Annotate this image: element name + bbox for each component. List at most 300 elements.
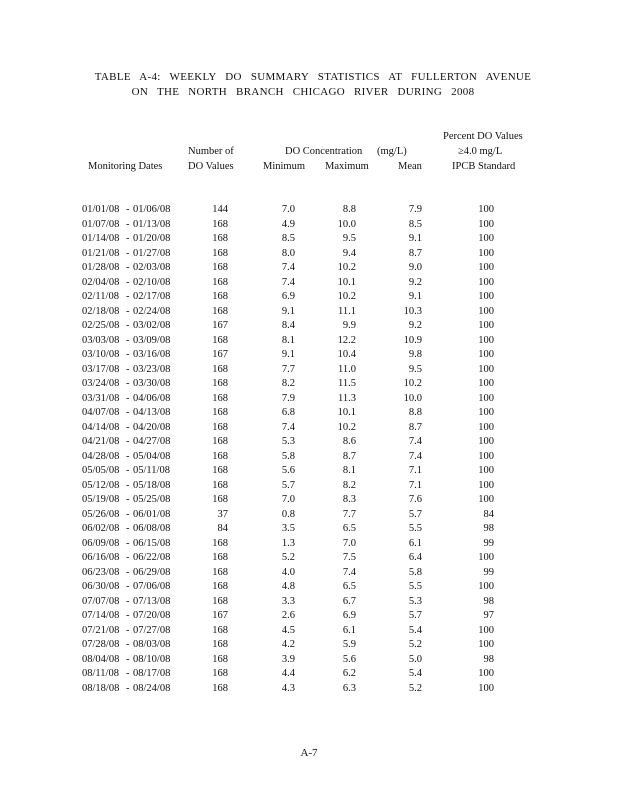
table-row [0,291,618,306]
percent-standard-cell: 100 [478,204,494,215]
percent-standard-cell: 97 [483,610,494,621]
do-values-count-cell: 144 [212,204,228,215]
percent-standard-cell: 100 [478,247,494,259]
end-date-cell: 05/25/08 [133,494,171,505]
maximum-cell: 7.5 [342,552,356,563]
minimum-cell: 1.3 [281,537,295,549]
do-values-count-cell: 168 [212,566,228,578]
mean-cell: 5.4 [408,624,422,636]
mean-cell: 10.0 [403,392,422,404]
table-row [0,407,618,422]
do-values-count-cell: 168 [212,218,228,230]
minimum-cell: 5.8 [281,450,295,462]
minimum-cell: 4.3 [281,682,295,694]
minimum-cell: 7.4 [281,276,295,288]
end-date-cell: 02/24/08 [133,305,171,317]
start-date-cell: 06/02/08 [82,523,120,534]
date-separator: - [126,653,130,665]
mean-cell: 7.1 [408,479,422,491]
maximum-cell: 5.6 [342,653,356,665]
percent-standard-cell: 100 [478,276,494,288]
maximum-cell: 8.1 [342,465,356,476]
end-date-cell: 04/13/08 [133,407,171,418]
date-separator: - [126,552,130,563]
mean-cell: 7.1 [408,465,422,476]
do-values-count-cell: 168 [212,334,228,346]
do-values-count-cell: 168 [212,624,228,636]
maximum-cell: 10.2 [337,421,356,433]
minimum-cell: 4.5 [281,624,295,636]
percent-standard-cell: 100 [478,552,494,563]
table-row [0,436,618,451]
table-row [0,480,618,495]
minimum-cell: 7.4 [281,421,295,433]
end-date-cell: 02/17/08 [133,291,171,302]
table-row [0,509,618,524]
end-date-cell: 01/27/08 [133,247,171,259]
percent-standard-cell: 100 [478,392,494,404]
date-separator: - [126,682,130,694]
start-date-cell: 07/21/08 [82,624,120,636]
mean-cell: 9.2 [408,320,422,331]
mean-cell: 9.0 [408,262,422,273]
minimum-cell: 8.5 [281,233,295,244]
end-date-cell: 08/10/08 [133,653,171,665]
minimum-cell: 5.3 [281,436,295,447]
minimum-cell: 9.1 [281,349,295,360]
date-separator: - [126,436,130,447]
header-minimum: Minimum [263,161,306,172]
date-separator: - [126,494,130,505]
start-date-cell: 08/04/08 [82,653,120,665]
do-values-count-cell: 168 [212,407,228,418]
do-values-count-cell: 167 [212,320,228,331]
maximum-cell: 8.2 [342,479,356,491]
header-threshold: ≥4.0 mg/L [458,146,503,157]
header-mean: Mean [398,161,422,172]
start-date-cell: 03/17/08 [82,363,120,375]
minimum-cell: 7.0 [281,204,295,215]
date-separator: - [126,305,130,317]
maximum-cell: 6.9 [342,610,356,621]
minimum-cell: 3.9 [281,653,295,665]
table-title-line-2: ON THE NORTH BRANCH CHICAGO RIVER DURING 2008 [131,86,475,98]
do-values-count-cell: 168 [212,421,228,433]
date-separator: - [126,581,130,592]
do-values-count-cell: 168 [212,552,228,563]
maximum-cell: 6.7 [342,595,356,607]
start-date-cell: 01/07/08 [82,218,120,230]
mean-cell: 8.5 [408,218,422,230]
maximum-cell: 7.7 [342,508,356,520]
header-monitoring-dates: Monitoring Dates [88,161,163,172]
end-date-cell: 01/13/08 [133,218,171,230]
date-separator: - [126,479,130,491]
percent-standard-cell: 100 [478,494,494,505]
percent-standard-cell: 100 [478,436,494,447]
table-row [0,204,618,219]
minimum-cell: 0.8 [281,508,295,520]
table-row [0,552,618,567]
mean-cell: 5.0 [408,653,422,665]
date-separator: - [126,465,130,476]
date-separator: - [126,247,130,259]
percent-standard-cell: 100 [478,668,494,679]
start-date-cell: 01/14/08 [82,233,120,244]
percent-standard-cell: 100 [478,407,494,418]
end-date-cell: 02/10/08 [133,276,171,288]
do-values-count-cell: 168 [212,494,228,505]
start-date-cell: 01/28/08 [82,262,120,273]
percent-standard-cell: 98 [483,523,494,534]
do-values-count-cell: 168 [212,581,228,592]
do-values-count-cell: 167 [212,610,228,621]
table-row [0,523,618,538]
mean-cell: 5.2 [408,682,422,694]
maximum-cell: 8.3 [342,494,356,505]
minimum-cell: 5.6 [281,465,295,476]
maximum-cell: 10.2 [337,291,356,302]
header-units: (mg/L) [377,146,407,157]
start-date-cell: 06/30/08 [82,581,120,592]
end-date-cell: 06/15/08 [133,537,171,549]
start-date-cell: 06/09/08 [82,537,120,549]
date-separator: - [126,378,130,389]
maximum-cell: 12.2 [337,334,356,346]
mean-cell: 9.1 [408,233,422,244]
do-values-count-cell: 167 [212,349,228,360]
minimum-cell: 7.9 [281,392,295,404]
mean-cell: 7.4 [408,436,422,447]
end-date-cell: 05/04/08 [133,450,171,462]
header-ipcb-standard: IPCB Standard [452,161,516,172]
do-values-count-cell: 168 [212,291,228,302]
start-date-cell: 03/24/08 [82,378,120,389]
mean-cell: 9.1 [408,291,422,302]
start-date-cell: 02/25/08 [82,320,120,331]
date-separator: - [126,537,130,549]
date-separator: - [126,233,130,244]
mean-cell: 7.9 [408,204,422,215]
maximum-cell: 7.0 [342,537,356,549]
table-row [0,422,618,437]
maximum-cell: 6.2 [342,668,356,679]
date-separator: - [126,523,130,534]
header-maximum: Maximum [325,161,369,172]
date-separator: - [126,668,130,679]
date-separator: - [126,407,130,418]
start-date-cell: 04/07/08 [82,407,120,418]
mean-cell: 7.4 [408,450,422,462]
end-date-cell: 02/03/08 [133,262,171,273]
minimum-cell: 3.5 [281,523,295,534]
maximum-cell: 9.9 [342,320,356,331]
end-date-cell: 03/23/08 [133,363,171,375]
percent-standard-cell: 100 [478,291,494,302]
maximum-cell: 10.0 [337,218,356,230]
do-values-count-cell: 168 [212,479,228,491]
start-date-cell: 05/19/08 [82,494,120,505]
do-values-count-cell: 168 [212,378,228,389]
percent-standard-cell: 100 [478,218,494,230]
start-date-cell: 07/14/08 [82,610,120,621]
mean-cell: 10.2 [403,378,422,389]
do-values-count-cell: 84 [217,523,228,534]
maximum-cell: 11.1 [338,305,356,317]
start-date-cell: 06/23/08 [82,566,120,578]
percent-standard-cell: 99 [483,566,494,578]
minimum-cell: 8.0 [281,247,295,259]
end-date-cell: 06/29/08 [133,566,171,578]
maximum-cell: 10.4 [337,349,356,360]
table-row [0,248,618,263]
date-separator: - [126,334,130,346]
table-row [0,378,618,393]
mean-cell: 5.5 [408,581,422,592]
header-number-of: Number of [188,146,234,157]
minimum-cell: 8.4 [281,320,295,331]
percent-standard-cell: 100 [478,363,494,375]
maximum-cell: 6.1 [342,624,356,636]
minimum-cell: 4.2 [281,639,295,650]
start-date-cell: 05/05/08 [82,465,120,476]
table-title-line-1: TABLE A-4: WEEKLY DO SUMMARY STATISTICS AT FULLERTON AVENUE [94,71,532,83]
minimum-cell: 6.9 [281,291,295,302]
start-date-cell: 02/04/08 [82,276,120,288]
start-date-cell: 05/26/08 [82,508,120,520]
end-date-cell: 08/17/08 [133,668,171,679]
start-date-cell: 05/12/08 [82,479,120,491]
maximum-cell: 7.4 [342,566,356,578]
end-date-cell: 07/06/08 [133,581,171,592]
end-date-cell: 03/30/08 [133,378,171,389]
percent-standard-cell: 100 [478,465,494,476]
mean-cell: 10.3 [403,305,422,317]
end-date-cell: 08/24/08 [133,682,171,694]
minimum-cell: 4.0 [281,566,295,578]
start-date-cell: 04/14/08 [82,421,120,433]
end-date-cell: 01/06/08 [133,204,171,215]
start-date-cell: 07/28/08 [82,639,120,650]
date-separator: - [126,218,130,230]
table-row [0,320,618,335]
do-values-count-cell: 168 [212,465,228,476]
maximum-cell: 11.3 [338,392,356,404]
start-date-cell: 03/03/08 [82,334,120,346]
date-separator: - [126,320,130,331]
minimum-cell: 4.9 [281,218,295,230]
mean-cell: 5.3 [408,595,422,607]
date-separator: - [126,639,130,650]
start-date-cell: 04/21/08 [82,436,120,447]
maximum-cell: 6.3 [342,682,356,694]
maximum-cell: 10.2 [337,262,356,273]
maximum-cell: 10.1 [337,276,356,288]
maximum-cell: 6.5 [342,581,356,592]
table-row [0,610,618,625]
start-date-cell: 01/01/08 [82,204,120,215]
do-values-count-cell: 168 [212,247,228,259]
do-values-count-cell: 168 [212,392,228,404]
mean-cell: 5.2 [408,639,422,650]
header-do-values: DO Values [188,161,234,172]
start-date-cell: 04/28/08 [82,450,120,462]
maximum-cell: 8.8 [342,204,356,215]
table-row [0,219,618,234]
mean-cell: 8.7 [408,421,422,433]
date-separator: - [126,566,130,578]
minimum-cell: 7.7 [281,363,295,375]
maximum-cell: 9.5 [342,233,356,244]
end-date-cell: 03/02/08 [133,320,171,331]
maximum-cell: 11.0 [338,363,356,375]
percent-standard-cell: 100 [478,421,494,433]
table-row [0,494,618,509]
page-number: A-7 [300,747,318,759]
end-date-cell: 06/22/08 [133,552,171,563]
date-separator: - [126,508,130,520]
mean-cell: 9.5 [408,363,422,375]
end-date-cell: 03/16/08 [133,349,171,360]
mean-cell: 9.8 [408,349,422,360]
do-values-count-cell: 168 [212,436,228,447]
date-separator: - [126,276,130,288]
maximum-cell: 5.9 [342,639,356,650]
percent-standard-cell: 84 [483,508,494,520]
do-values-count-cell: 168 [212,363,228,375]
do-values-count-cell: 168 [212,305,228,317]
do-values-count-cell: 168 [212,668,228,679]
table-row [0,683,618,698]
date-separator: - [126,363,130,375]
end-date-cell: 04/20/08 [133,421,171,433]
percent-standard-cell: 99 [483,537,494,549]
table-row [0,668,618,683]
table-row [0,639,618,654]
percent-standard-cell: 100 [478,479,494,491]
minimum-cell: 7.4 [281,262,295,273]
percent-standard-cell: 98 [483,653,494,665]
start-date-cell: 03/31/08 [82,392,120,404]
date-separator: - [126,421,130,433]
mean-cell: 10.9 [403,334,422,346]
header-percent-do-values: Percent DO Values [443,131,523,142]
percent-standard-cell: 100 [478,378,494,389]
percent-standard-cell: 100 [478,233,494,244]
minimum-cell: 4.4 [281,668,295,679]
table-row [0,306,618,321]
percent-standard-cell: 100 [478,320,494,331]
date-separator: - [126,610,130,621]
mean-cell: 5.5 [408,523,422,534]
end-date-cell: 04/06/08 [133,392,171,404]
minimum-cell: 8.1 [281,334,295,346]
mean-cell: 5.8 [408,566,422,578]
date-separator: - [126,349,130,360]
minimum-cell: 6.8 [281,407,295,418]
mean-cell: 7.6 [408,494,422,505]
do-values-count-cell: 168 [212,233,228,244]
table-row [0,465,618,480]
end-date-cell: 04/27/08 [133,436,171,447]
start-date-cell: 08/18/08 [82,682,120,694]
maximum-cell: 6.5 [342,523,356,534]
date-separator: - [126,392,130,404]
percent-standard-cell: 100 [478,682,494,694]
start-date-cell: 01/21/08 [82,247,120,259]
minimum-cell: 2.6 [281,610,295,621]
do-values-count-cell: 168 [212,653,228,665]
minimum-cell: 5.2 [281,552,295,563]
do-values-count-cell: 168 [212,276,228,288]
minimum-cell: 4.8 [281,581,295,592]
table-row [0,451,618,466]
do-values-count-cell: 168 [212,262,228,273]
end-date-cell: 01/20/08 [133,233,171,244]
do-values-count-cell: 168 [212,682,228,694]
table-row [0,596,618,611]
mean-cell: 8.8 [408,407,422,418]
mean-cell: 5.4 [408,668,422,679]
mean-cell: 6.1 [408,537,422,549]
percent-standard-cell: 98 [483,595,494,607]
percent-standard-cell: 100 [478,334,494,346]
start-date-cell: 06/16/08 [82,552,120,563]
table-row [0,581,618,596]
percent-standard-cell: 100 [478,639,494,650]
start-date-cell: 07/07/08 [82,595,120,607]
percent-standard-cell: 100 [478,305,494,317]
end-date-cell: 06/01/08 [133,508,171,520]
end-date-cell: 05/18/08 [133,479,171,491]
mean-cell: 5.7 [408,610,422,621]
header-do-concentration: DO Concentration [285,146,363,157]
mean-cell: 6.4 [408,552,422,563]
minimum-cell: 5.7 [281,479,295,491]
minimum-cell: 9.1 [281,305,295,317]
date-separator: - [126,624,130,636]
maximum-cell: 9.4 [342,247,356,259]
table-row [0,233,618,248]
maximum-cell: 8.6 [342,436,356,447]
end-date-cell: 08/03/08 [133,639,171,650]
percent-standard-cell: 100 [478,450,494,462]
maximum-cell: 11.5 [338,378,356,389]
table-row [0,364,618,379]
table-row [0,393,618,408]
percent-standard-cell: 100 [478,349,494,360]
table-row [0,625,618,640]
end-date-cell: 05/11/08 [133,465,170,476]
weekly-do-table-body [0,204,618,697]
start-date-cell: 02/18/08 [82,305,120,317]
table-row [0,277,618,292]
table-row [0,262,618,277]
table-row [0,335,618,350]
do-values-count-cell: 168 [212,639,228,650]
do-values-count-cell: 168 [212,537,228,549]
table-row [0,538,618,553]
do-values-count-cell: 168 [212,450,228,462]
end-date-cell: 07/27/08 [133,624,171,636]
mean-cell: 9.2 [408,276,422,288]
percent-standard-cell: 100 [478,581,494,592]
date-separator: - [126,595,130,607]
date-separator: - [126,291,130,302]
mean-cell: 5.7 [408,508,422,520]
end-date-cell: 03/09/08 [133,334,171,346]
do-values-count-cell: 37 [217,508,228,520]
